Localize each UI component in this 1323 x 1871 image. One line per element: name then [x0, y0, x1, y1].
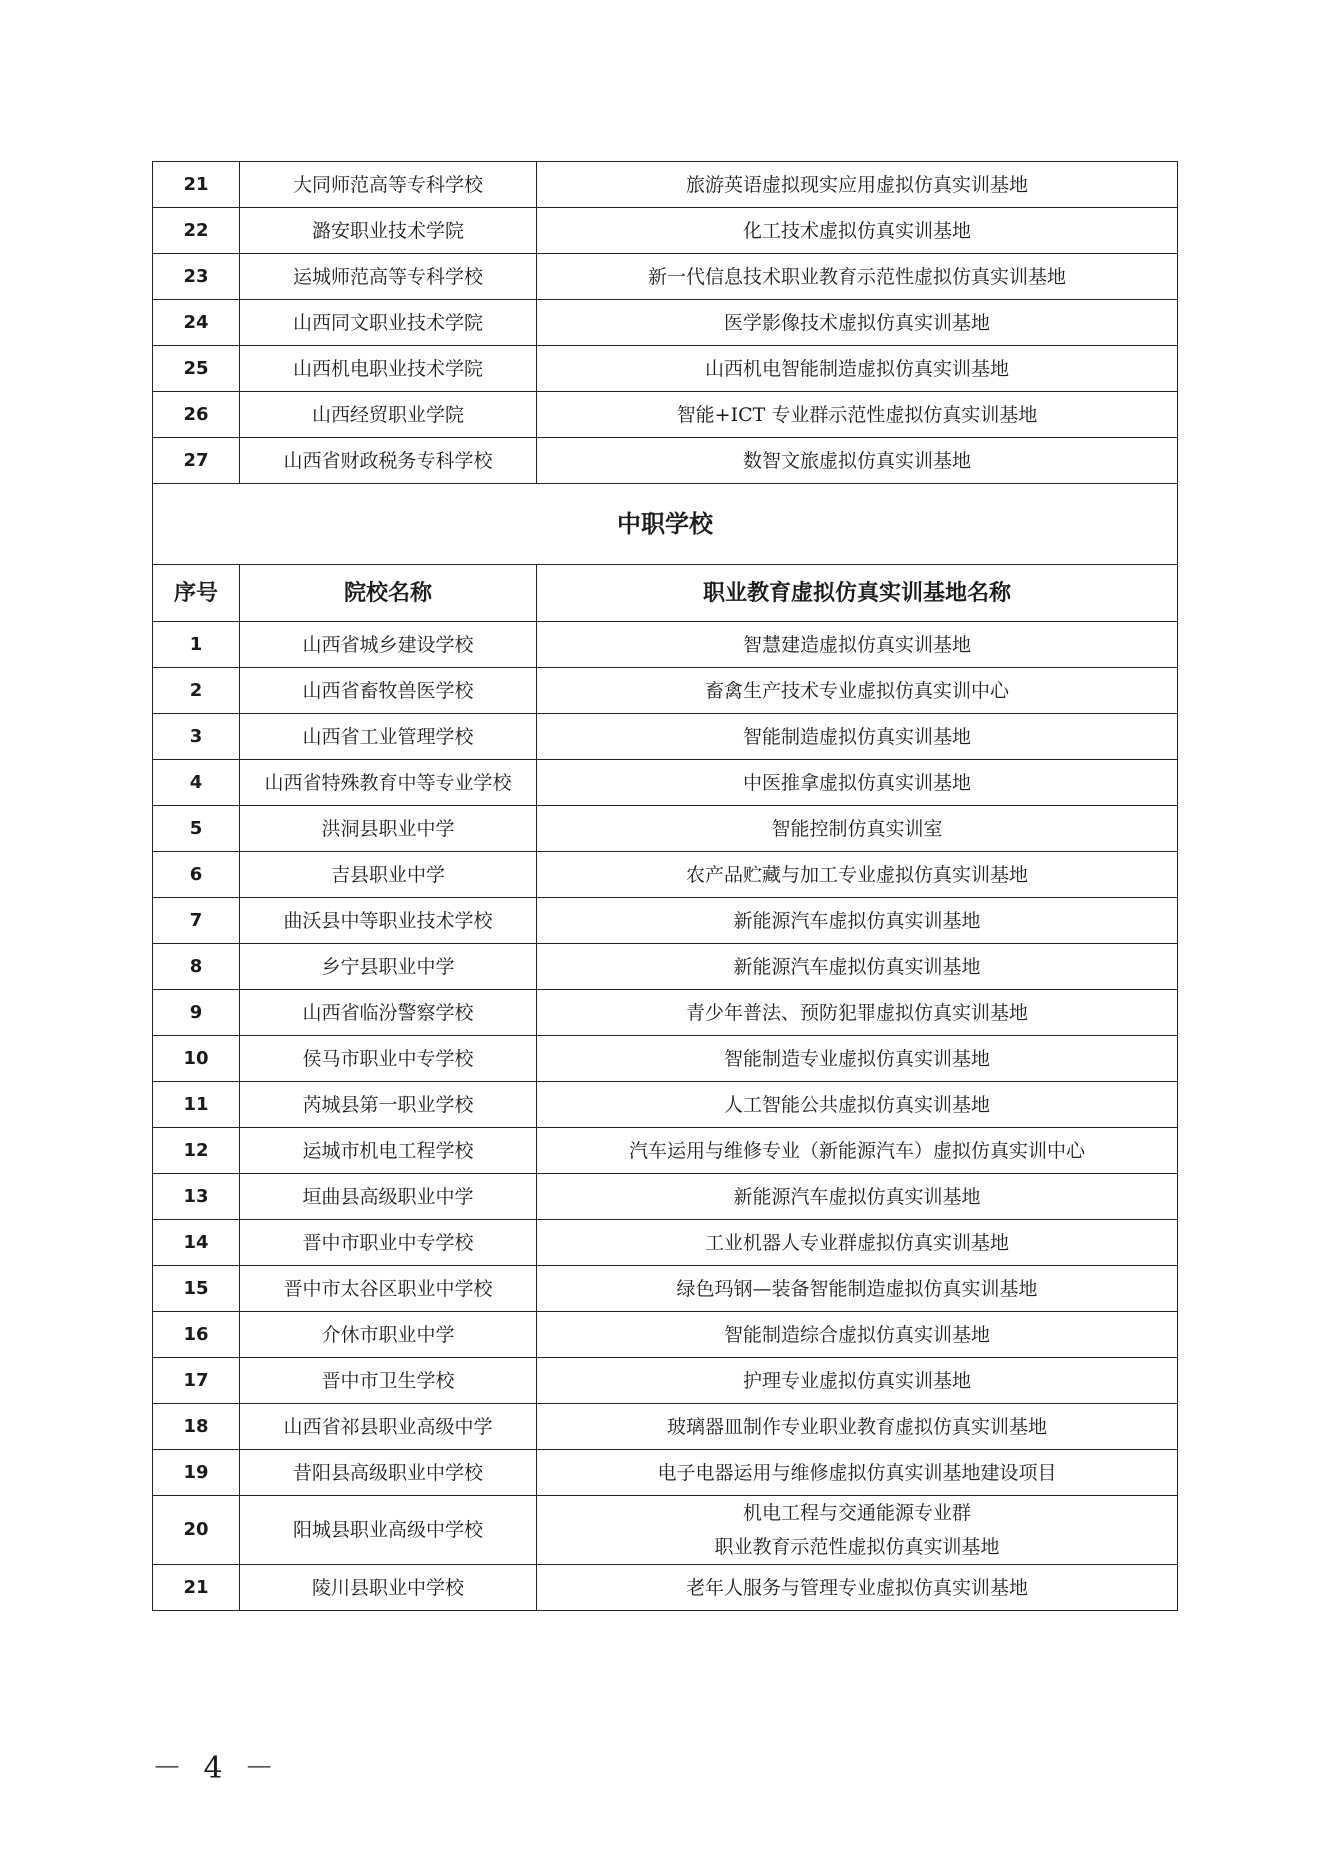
row-school: 乡宁县职业中学 [240, 944, 537, 990]
row-num: 10 [153, 1036, 240, 1082]
header-num: 序号 [153, 565, 240, 622]
row-base: 智能控制仿真实训室 [537, 806, 1178, 852]
higher-school-rows [153, 162, 1178, 484]
row-school: 山西省城乡建设学校 [240, 622, 537, 668]
table-row [153, 944, 1178, 990]
row-base: 畜禽生产技术专业虚拟仿真实训中心 [537, 668, 1178, 714]
table-row [153, 1128, 1178, 1174]
row-school: 芮城县第一职业学校 [240, 1082, 537, 1128]
row-school: 阳城县职业高级中学校 [240, 1496, 537, 1565]
table-row [153, 1496, 1178, 1565]
row-base: 汽车运用与维修专业（新能源汽车）虚拟仿真实训中心 [537, 1128, 1178, 1174]
row-num: 1 [153, 622, 240, 668]
row-school: 运城市机电工程学校 [240, 1128, 537, 1174]
row-num: 24 [153, 300, 240, 346]
table-row [153, 852, 1178, 898]
row-school: 潞安职业技术学院 [240, 208, 537, 254]
row-base: 智能+ICT 专业群示范性虚拟仿真实训基地 [537, 392, 1178, 438]
page-number: － 4 － [152, 1751, 281, 1786]
row-base: 老年人服务与管理专业虚拟仿真实训基地 [537, 1565, 1178, 1611]
table-row [153, 254, 1178, 300]
table-row [153, 300, 1178, 346]
row-base: 旅游英语虚拟现实应用虚拟仿真实训基地 [537, 162, 1178, 208]
row-num: 21 [153, 1565, 240, 1611]
row-school: 曲沃县中等职业技术学校 [240, 898, 537, 944]
row-num: 4 [153, 760, 240, 806]
row-num: 5 [153, 806, 240, 852]
row-base: 数智文旅虚拟仿真实训基地 [537, 438, 1178, 484]
row-school: 山西经贸职业学院 [240, 392, 537, 438]
row-school: 山西省工业管理学校 [240, 714, 537, 760]
table-row [153, 1450, 1178, 1496]
row-num: 11 [153, 1082, 240, 1128]
table-row [153, 898, 1178, 944]
row-base: 智能制造专业虚拟仿真实训基地 [537, 1036, 1178, 1082]
row-school: 山西省财政税务专科学校 [240, 438, 537, 484]
table-row [153, 1220, 1178, 1266]
row-num: 27 [153, 438, 240, 484]
row-num: 6 [153, 852, 240, 898]
school-table [152, 161, 1178, 1611]
row-num: 2 [153, 668, 240, 714]
row-base: 护理专业虚拟仿真实训基地 [537, 1358, 1178, 1404]
table-row [153, 438, 1178, 484]
row-base: 农产品贮藏与加工专业虚拟仿真实训基地 [537, 852, 1178, 898]
row-school: 晋中市太谷区职业中学校 [240, 1266, 537, 1312]
table-row [153, 392, 1178, 438]
row-num: 15 [153, 1266, 240, 1312]
row-school: 山西省临汾警察学校 [240, 990, 537, 1036]
table-row [153, 1312, 1178, 1358]
row-base: 智能制造综合虚拟仿真实训基地 [537, 1312, 1178, 1358]
table-row [153, 162, 1178, 208]
row-num: 21 [153, 162, 240, 208]
row-school: 山西省祁县职业高级中学 [240, 1404, 537, 1450]
row-num: 22 [153, 208, 240, 254]
table-row [153, 346, 1178, 392]
table-row [153, 1082, 1178, 1128]
table-row [153, 208, 1178, 254]
row-base: 新能源汽车虚拟仿真实训基地 [537, 944, 1178, 990]
row-num: 3 [153, 714, 240, 760]
row-base: 化工技术虚拟仿真实训基地 [537, 208, 1178, 254]
header-school: 院校名称 [240, 565, 537, 622]
table-row [153, 714, 1178, 760]
row-base: 山西机电智能制造虚拟仿真实训基地 [537, 346, 1178, 392]
table-row [153, 1174, 1178, 1220]
row-num: 18 [153, 1404, 240, 1450]
row-num: 9 [153, 990, 240, 1036]
row-base: 工业机器人专业群虚拟仿真实训基地 [537, 1220, 1178, 1266]
table-row [153, 806, 1178, 852]
row-school: 垣曲县高级职业中学 [240, 1174, 537, 1220]
vocational-school-rows [153, 622, 1178, 1496]
section-title: 中职学校 [153, 484, 1178, 565]
row-base: 医学影像技术虚拟仿真实训基地 [537, 300, 1178, 346]
row-school: 山西省特殊教育中等专业学校 [240, 760, 537, 806]
row-school: 陵川县职业中学校 [240, 1565, 537, 1611]
row-num: 14 [153, 1220, 240, 1266]
row-base-line2: 职业教育示范性虚拟仿真实训基地 [714, 1536, 1000, 1558]
section-title-row [153, 484, 1178, 565]
row-base: 智慧建造虚拟仿真实训基地 [537, 622, 1178, 668]
row-num: 13 [153, 1174, 240, 1220]
row-base-line1: 机电工程与交通能源专业群 [742, 1502, 971, 1524]
table-row [153, 1404, 1178, 1450]
row-base: 智能制造虚拟仿真实训基地 [537, 714, 1178, 760]
row-base: 中医推拿虚拟仿真实训基地 [537, 760, 1178, 806]
row-school: 侯马市职业中专学校 [240, 1036, 537, 1082]
table-row [153, 760, 1178, 806]
row-school: 山西同文职业技术学院 [240, 300, 537, 346]
table-row [153, 668, 1178, 714]
row-base: 新一代信息技术职业教育示范性虚拟仿真实训基地 [537, 254, 1178, 300]
row-num: 7 [153, 898, 240, 944]
row-base: 玻璃器皿制作专业职业教育虚拟仿真实训基地 [537, 1404, 1178, 1450]
table-row [153, 622, 1178, 668]
vocational-section [153, 484, 1178, 622]
row-base: 新能源汽车虚拟仿真实训基地 [537, 1174, 1178, 1220]
row-num: 23 [153, 254, 240, 300]
row-num: 12 [153, 1128, 240, 1174]
row-school: 山西机电职业技术学院 [240, 346, 537, 392]
row-base: 青少年普法、预防犯罪虚拟仿真实训基地 [537, 990, 1178, 1036]
row-num: 20 [153, 1496, 240, 1565]
row-school: 山西省畜牧兽医学校 [240, 668, 537, 714]
row-base: 新能源汽车虚拟仿真实训基地 [537, 898, 1178, 944]
row-school: 介休市职业中学 [240, 1312, 537, 1358]
row-num: 19 [153, 1450, 240, 1496]
header-base: 职业教育虚拟仿真实训基地名称 [537, 565, 1178, 622]
row-num: 25 [153, 346, 240, 392]
table-row [153, 1036, 1178, 1082]
row-school: 吉县职业中学 [240, 852, 537, 898]
table-row [153, 990, 1178, 1036]
table-header-row [153, 565, 1178, 622]
table-row [153, 1565, 1178, 1611]
row-school: 晋中市卫生学校 [240, 1358, 537, 1404]
row-school: 晋中市职业中专学校 [240, 1220, 537, 1266]
row-base: 人工智能公共虚拟仿真实训基地 [537, 1082, 1178, 1128]
row-school: 大同师范高等专科学校 [240, 162, 537, 208]
row-base: 绿色玛钢—装备智能制造虚拟仿真实训基地 [537, 1266, 1178, 1312]
row-school: 运城师范高等专科学校 [240, 254, 537, 300]
vocational-tail-rows [153, 1496, 1178, 1611]
row-num: 8 [153, 944, 240, 990]
row-num: 16 [153, 1312, 240, 1358]
row-num: 17 [153, 1358, 240, 1404]
table-row [153, 1358, 1178, 1404]
row-school: 昔阳县高级职业中学校 [240, 1450, 537, 1496]
row-base: 电子电器运用与维修虚拟仿真实训基地建设项目 [537, 1450, 1178, 1496]
table-row [153, 1266, 1178, 1312]
row-school: 洪洞县职业中学 [240, 806, 537, 852]
row-num: 26 [153, 392, 240, 438]
row-base [537, 1496, 1178, 1565]
